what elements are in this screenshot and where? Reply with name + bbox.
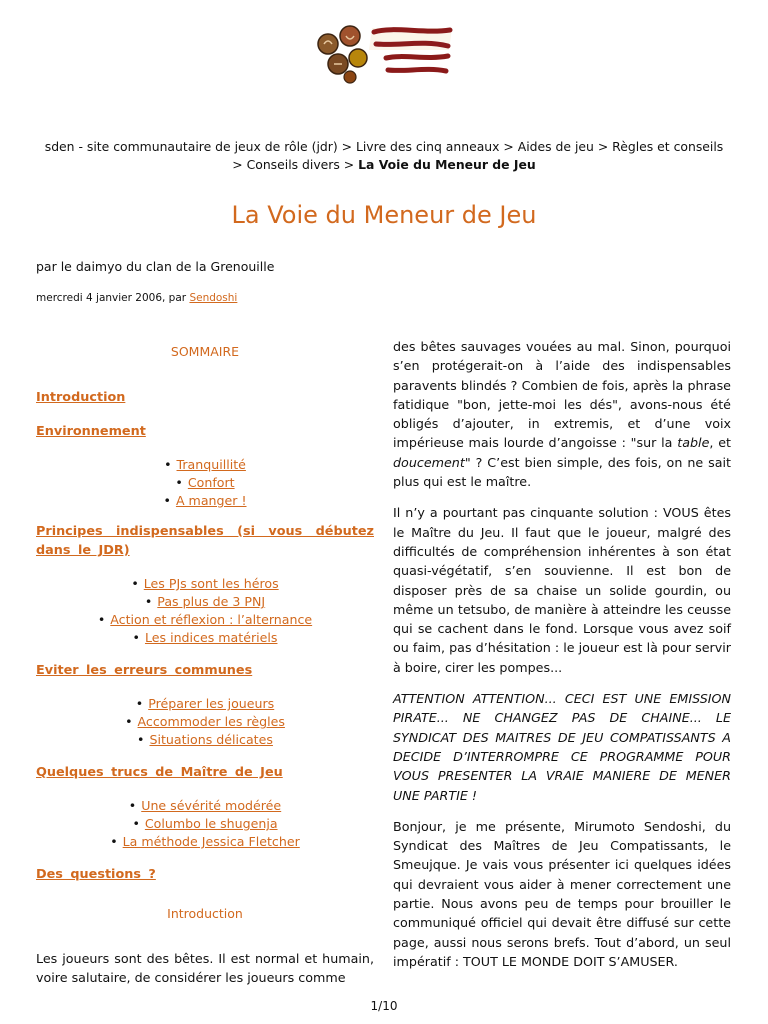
- sommaire-heading: SOMMAIRE: [170, 344, 240, 359]
- paragraph-text: des bêtes sauvages vouées au mal. Sinon, pourquoi s’en protégerait-on à l’aide des indispensables paravents blindés ? Combien de fois, après la phrase fatidique "bon, jette-moi les dés", avons-nous été obligés d’ajouter, in extremis, et d’une voix impérieuse mais lourde d’angoisse : "sur la: [393, 339, 731, 451]
- breadcrumb: [40, 138, 728, 174]
- list-item: [36, 456, 374, 474]
- toc-trucs-list: [36, 797, 374, 851]
- introduction-heading: Introduction: [167, 906, 243, 921]
- list-item: [36, 474, 374, 492]
- toc-item-link[interactable]: Confort: [187, 475, 235, 490]
- list-item: [36, 797, 374, 815]
- toc-item-link[interactable]: Action et réflexion : l’alternance: [110, 612, 313, 627]
- toc-questions-link[interactable]: Des questions ?: [36, 867, 156, 882]
- breadcrumb-current: La Voie du Meneur de Jeu: [358, 157, 536, 172]
- publication-date: [36, 292, 237, 304]
- date-text: mercredi 4 janvier 2006, par: [36, 292, 190, 304]
- list-item: [36, 575, 374, 593]
- toc-item-link[interactable]: Préparer les joueurs: [148, 696, 275, 711]
- toc-item-link[interactable]: Tranquillité: [176, 457, 246, 472]
- list-item: [36, 695, 374, 713]
- page-number: 1/10: [370, 999, 398, 1013]
- toc-item-link[interactable]: A manger !: [175, 493, 247, 508]
- paragraph-text: " ? C’est bien simple, des fois, on ne sait plus qui est le maître.: [393, 454, 731, 490]
- toc-item-link[interactable]: Pas plus de 3 PNJ: [157, 594, 266, 609]
- list-item: [36, 492, 374, 510]
- toc-principes-link[interactable]: Principes indispensables (si vous débutez dans le JDR): [36, 524, 374, 558]
- list-item: [36, 629, 374, 647]
- list-item: [36, 593, 374, 611]
- toc-erreurs-list: [36, 695, 374, 749]
- toc-item-link[interactable]: Les PJs sont les héros: [143, 576, 279, 591]
- paragraph: Bonjour, je me présente, Mirumoto Sendoshi, du Syndicat des Maîtres de Jeu Compatissants, le Smeujque. Je vais vous présenter ici quelques idées qui devraient vous aider à mener correctement une partie. Nous avons peu de temps pour brouiller le communiqué officiel qui devait être diffusé sur cette page, aussi nous serons brefs. Tout d’abord, un seul impératif : TOUT LE MONDE DOIT S’AMUSER.: [393, 818, 731, 969]
- author-link[interactable]: Sendoshi: [189, 292, 238, 304]
- toc-item-link[interactable]: Situations délicates: [149, 732, 273, 747]
- list-item: [36, 815, 374, 833]
- toc-environnement-list: [36, 456, 374, 510]
- paragraph: [393, 337, 731, 491]
- italic-text: table: [677, 435, 710, 451]
- toc-erreurs-link[interactable]: Eviter les erreurs communes: [36, 663, 253, 678]
- list-item: [36, 713, 374, 731]
- toc-introduction-link[interactable]: Introduction: [36, 390, 126, 405]
- toc-item-link[interactable]: Les indices matériels: [144, 630, 278, 645]
- toc-item-link[interactable]: La méthode Jessica Fletcher: [122, 834, 300, 849]
- article-body: [393, 337, 731, 983]
- breadcrumb-path[interactable]: sden - site communautaire de jeux de rôle (jdr) > Livre des cinq anneaux > Aides de jeu > Règles et conseils > Conseils divers >: [44, 139, 724, 172]
- paragraph-text: , et: [709, 435, 731, 451]
- list-item: [36, 731, 374, 749]
- toc-item-link[interactable]: Accommoder les règles: [137, 714, 285, 729]
- toc-environnement-link[interactable]: Environnement: [36, 424, 146, 439]
- list-item: [36, 833, 374, 851]
- pirate-announcement: ATTENTION ATTENTION... CECI EST UNE EMISSION PIRATE... NE CHANGEZ PAS DE CHAINE... LE SYNDICAT DES MAITRES DE JEU COMPATISSANTS A DECIDE D’INTERROMPRE CE PROGRAMME POUR VOUS PRESENTER LA VRAIE MANIERE DE MENER UNE PARTIE !: [393, 691, 731, 803]
- toc-trucs-link[interactable]: Quelques trucs de Maître de Jeu: [36, 765, 283, 780]
- introduction-text: Les joueurs sont des bêtes. Il est normal et humain, voire salutaire, de considérer les joueurs comme: [36, 951, 374, 985]
- five-rings-logo: [314, 22, 459, 84]
- toc-item-link[interactable]: Une sévérité modérée: [141, 798, 282, 813]
- list-item: [36, 611, 374, 629]
- page-title: La Voie du Meneur de Jeu: [231, 201, 537, 229]
- byline: par le daimyo du clan de la Grenouille: [36, 259, 275, 274]
- toc-principes-list: [36, 575, 374, 647]
- italic-text: doucement: [393, 454, 465, 470]
- paragraph: Il n’y a pourtant pas cinquante solution : VOUS êtes le Maître du Jeu. Il faut que le joueur, malgré des difficultés de compréhension inhérentes à son état quasi-végétatif, s’en souvienne. Il est bon de disposer près de sa chaise un solide gourdin, ou même un tetsubo, de manière à atteindre les ceusse qui se cachent dans le fond. Lorsque vous avez soif ou faim, pas d’hésitation : le joueur est là pour servir à boire, cirer les pompes...: [393, 505, 731, 675]
- toc-item-link[interactable]: Columbo le shugenja: [144, 816, 278, 831]
